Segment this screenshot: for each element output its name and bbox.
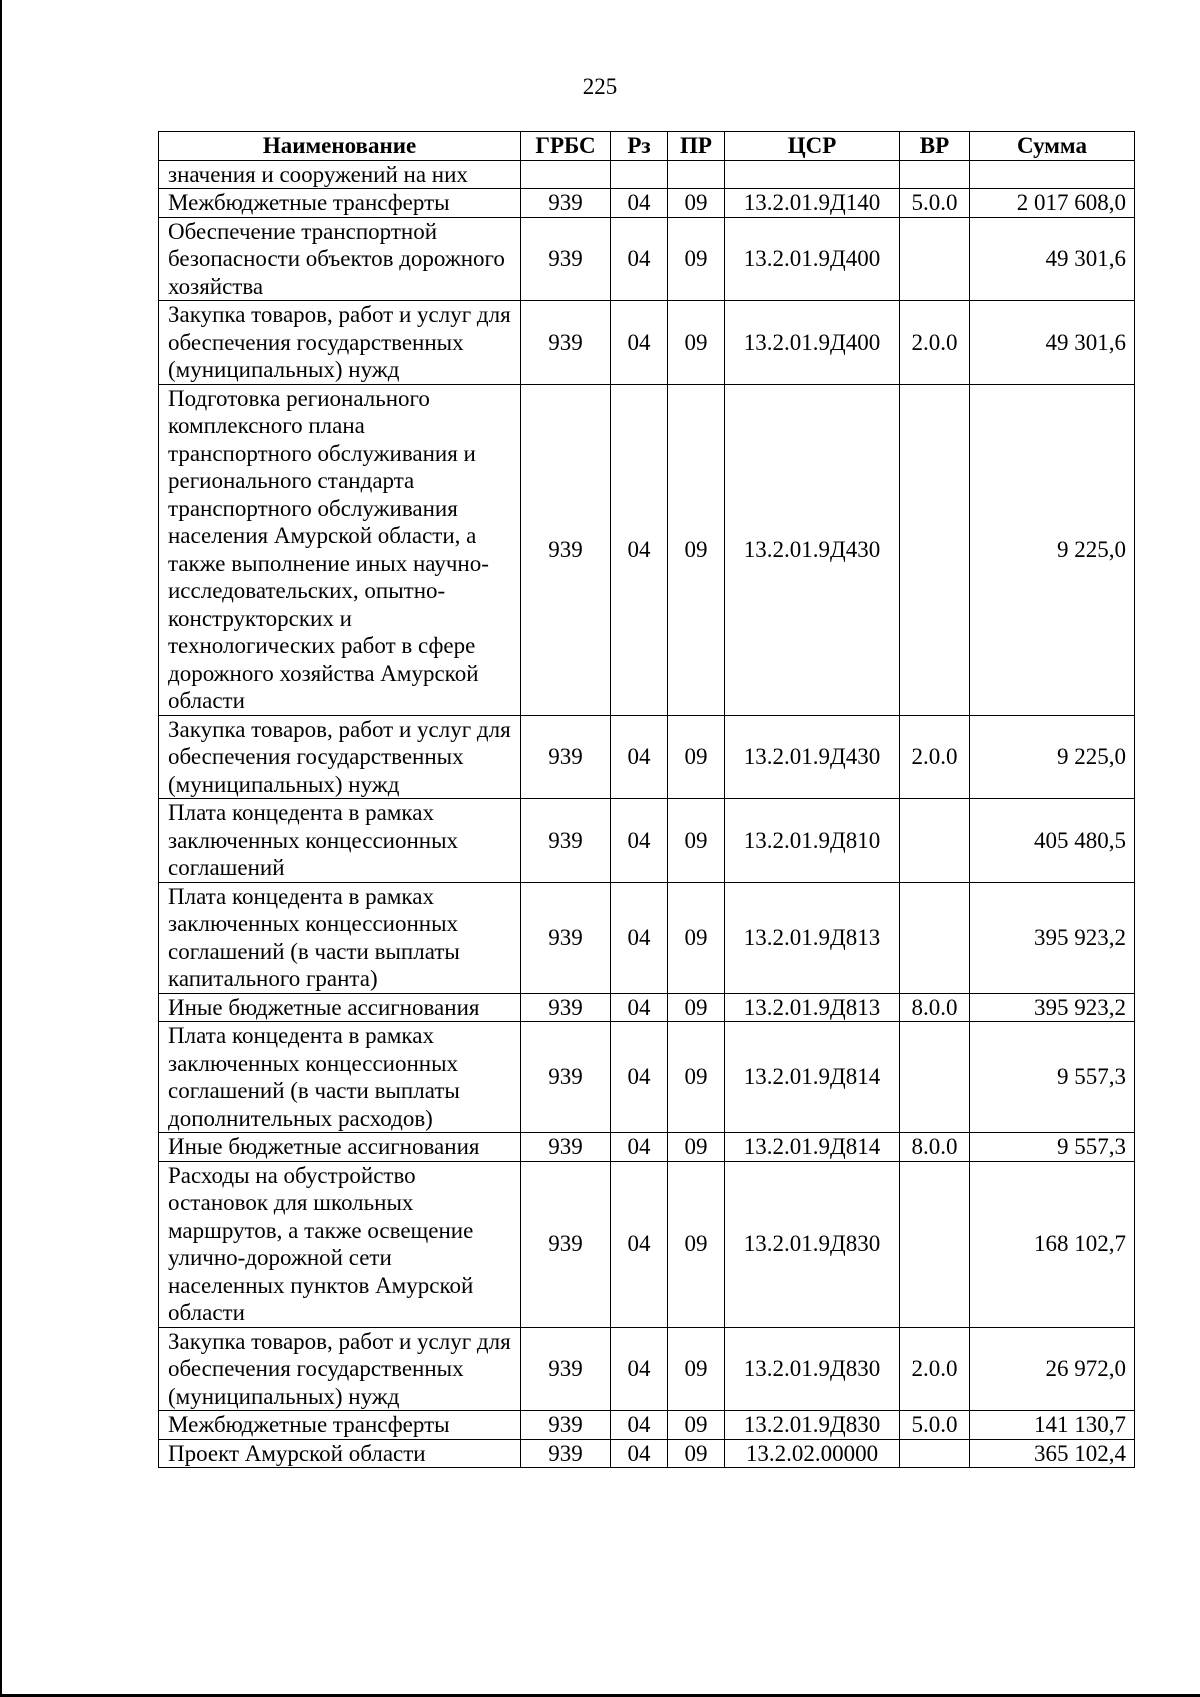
cell-rz: 04	[611, 1133, 668, 1162]
table-row	[159, 993, 1135, 1022]
cell-name: Иные бюджетные ассигнования	[159, 1133, 521, 1162]
cell-pr: 09	[668, 799, 725, 883]
cell-vr: 8.0.0	[900, 993, 970, 1022]
cell-vr	[900, 217, 970, 301]
header-vr: ВР	[900, 132, 970, 161]
cell-pr: 09	[668, 189, 725, 218]
cell-name: Плата концедента в рамках заключенных концессионных соглашений (в части выплаты дополнительных расходов)	[159, 1022, 521, 1133]
table-row	[159, 301, 1135, 385]
cell-vr	[900, 384, 970, 715]
cell-pr: 09	[668, 1439, 725, 1468]
cell-name: Иные бюджетные ассигнования	[159, 993, 521, 1022]
cell-sum: 49 301,6	[970, 217, 1135, 301]
table-row	[159, 882, 1135, 993]
cell-grbs: 939	[521, 715, 611, 799]
cell-rz: 04	[611, 715, 668, 799]
table-row	[159, 1439, 1135, 1468]
header-rz: Рз	[611, 132, 668, 161]
cell-csr: 13.2.01.9Д430	[725, 384, 900, 715]
cell-sum: 9 557,3	[970, 1022, 1135, 1133]
table-row	[159, 1161, 1135, 1327]
cell-name: Закупка товаров, работ и услуг для обеспечения государственных (муниципальных) нужд	[159, 715, 521, 799]
cell-name: Проект Амурской области	[159, 1439, 521, 1468]
cell-pr: 09	[668, 301, 725, 385]
header-grbs: ГРБС	[521, 132, 611, 161]
cell-pr: 09	[668, 217, 725, 301]
cell-rz: 04	[611, 217, 668, 301]
cell-csr: 13.2.01.9Д814	[725, 1022, 900, 1133]
table-row	[159, 384, 1135, 715]
header-csr: ЦСР	[725, 132, 900, 161]
cell-grbs: 939	[521, 384, 611, 715]
table-row	[159, 160, 1135, 189]
cell-csr: 13.2.01.9Д814	[725, 1133, 900, 1162]
cell-csr: 13.2.01.9Д813	[725, 993, 900, 1022]
cell-pr: 09	[668, 993, 725, 1022]
cell-name: Обеспечение транспортной безопасности объектов дорожного хозяйства	[159, 217, 521, 301]
cell-vr	[900, 799, 970, 883]
table-row	[159, 1327, 1135, 1411]
cell-vr	[900, 1161, 970, 1327]
cell-rz: 04	[611, 1161, 668, 1327]
cell-rz: 04	[611, 882, 668, 993]
header-sum: Сумма	[970, 132, 1135, 161]
cell-grbs: 939	[521, 1161, 611, 1327]
table-row	[159, 799, 1135, 883]
cell-grbs: 939	[521, 1439, 611, 1468]
cell-rz: 04	[611, 993, 668, 1022]
table-row	[159, 189, 1135, 218]
cell-grbs: 939	[521, 301, 611, 385]
table-row	[159, 1411, 1135, 1440]
cell-sum: 2 017 608,0	[970, 189, 1135, 218]
cell-sum: 365 102,4	[970, 1439, 1135, 1468]
cell-sum: 26 972,0	[970, 1327, 1135, 1411]
cell-name: Расходы на обустройство остановок для школьных маршрутов, а также освещение улично-дорожной сети населенных пунктов Амурской области	[159, 1161, 521, 1327]
page-left-edge	[0, 0, 2, 1697]
cell-vr	[900, 1022, 970, 1133]
cell-pr	[668, 160, 725, 189]
cell-pr: 09	[668, 384, 725, 715]
cell-sum: 9 225,0	[970, 715, 1135, 799]
cell-name: Плата концедента в рамках заключенных концессионных соглашений (в части выплаты капитального гранта)	[159, 882, 521, 993]
cell-sum: 9 557,3	[970, 1133, 1135, 1162]
cell-vr: 5.0.0	[900, 1411, 970, 1440]
table-header-row	[159, 132, 1135, 161]
cell-vr	[900, 160, 970, 189]
cell-sum: 395 923,2	[970, 882, 1135, 993]
cell-pr: 09	[668, 715, 725, 799]
header-name: Наименование	[159, 132, 521, 161]
table-row	[159, 1133, 1135, 1162]
cell-pr: 09	[668, 1133, 725, 1162]
cell-pr: 09	[668, 1161, 725, 1327]
table-row	[159, 1022, 1135, 1133]
cell-csr	[725, 160, 900, 189]
header-pr: ПР	[668, 132, 725, 161]
cell-csr: 13.2.01.9Д430	[725, 715, 900, 799]
cell-csr: 13.2.02.00000	[725, 1439, 900, 1468]
cell-sum: 49 301,6	[970, 301, 1135, 385]
cell-name: Закупка товаров, работ и услуг для обеспечения государственных (муниципальных) нужд	[159, 301, 521, 385]
cell-sum: 395 923,2	[970, 993, 1135, 1022]
cell-vr: 5.0.0	[900, 189, 970, 218]
cell-pr: 09	[668, 1022, 725, 1133]
cell-csr: 13.2.01.9Д400	[725, 217, 900, 301]
cell-rz: 04	[611, 1439, 668, 1468]
cell-rz: 04	[611, 1327, 668, 1411]
cell-rz	[611, 160, 668, 189]
cell-grbs: 939	[521, 1411, 611, 1440]
cell-grbs: 939	[521, 217, 611, 301]
cell-rz: 04	[611, 799, 668, 883]
cell-rz: 04	[611, 189, 668, 218]
cell-sum: 405 480,5	[970, 799, 1135, 883]
cell-vr: 2.0.0	[900, 715, 970, 799]
cell-csr: 13.2.01.9Д813	[725, 882, 900, 993]
cell-grbs	[521, 160, 611, 189]
cell-vr: 2.0.0	[900, 1327, 970, 1411]
cell-name: Подготовка регионального комплексного плана транспортного обслуживания и регионального стандарта транспортного обслуживания населения Амурской области, а также выполнение иных научно-исследовательских, опытно-конструкторских и технологических работ в сфере дорожного хозяйства Амурской области	[159, 384, 521, 715]
cell-csr: 13.2.01.9Д830	[725, 1161, 900, 1327]
cell-sum: 9 225,0	[970, 384, 1135, 715]
page-number: 225	[582, 74, 618, 99]
cell-pr: 09	[668, 1411, 725, 1440]
cell-grbs: 939	[521, 1022, 611, 1133]
cell-grbs: 939	[521, 1327, 611, 1411]
cell-name: Межбюджетные трансферты	[159, 189, 521, 218]
cell-name: Закупка товаров, работ и услуг для обеспечения государственных (муниципальных) нужд	[159, 1327, 521, 1411]
cell-rz: 04	[611, 301, 668, 385]
cell-grbs: 939	[521, 799, 611, 883]
table-row	[159, 715, 1135, 799]
budget-table	[158, 131, 1135, 1468]
cell-rz: 04	[611, 1411, 668, 1440]
cell-grbs: 939	[521, 189, 611, 218]
cell-name: значения и сооружений на них	[159, 160, 521, 189]
cell-csr: 13.2.01.9Д810	[725, 799, 900, 883]
cell-rz: 04	[611, 1022, 668, 1133]
cell-vr	[900, 1439, 970, 1468]
cell-grbs: 939	[521, 882, 611, 993]
cell-vr: 8.0.0	[900, 1133, 970, 1162]
cell-csr: 13.2.01.9Д830	[725, 1327, 900, 1411]
cell-vr: 2.0.0	[900, 301, 970, 385]
cell-pr: 09	[668, 1327, 725, 1411]
cell-rz: 04	[611, 384, 668, 715]
cell-csr: 13.2.01.9Д400	[725, 301, 900, 385]
cell-name: Межбюджетные трансферты	[159, 1411, 521, 1440]
cell-pr: 09	[668, 882, 725, 993]
cell-name: Плата концедента в рамках заключенных концессионных соглашений	[159, 799, 521, 883]
table-row	[159, 217, 1135, 301]
cell-grbs: 939	[521, 1133, 611, 1162]
cell-sum: 141 130,7	[970, 1411, 1135, 1440]
cell-sum	[970, 160, 1135, 189]
cell-grbs: 939	[521, 993, 611, 1022]
cell-csr: 13.2.01.9Д140	[725, 189, 900, 218]
cell-sum: 168 102,7	[970, 1161, 1135, 1327]
cell-vr	[900, 882, 970, 993]
cell-csr: 13.2.01.9Д830	[725, 1411, 900, 1440]
